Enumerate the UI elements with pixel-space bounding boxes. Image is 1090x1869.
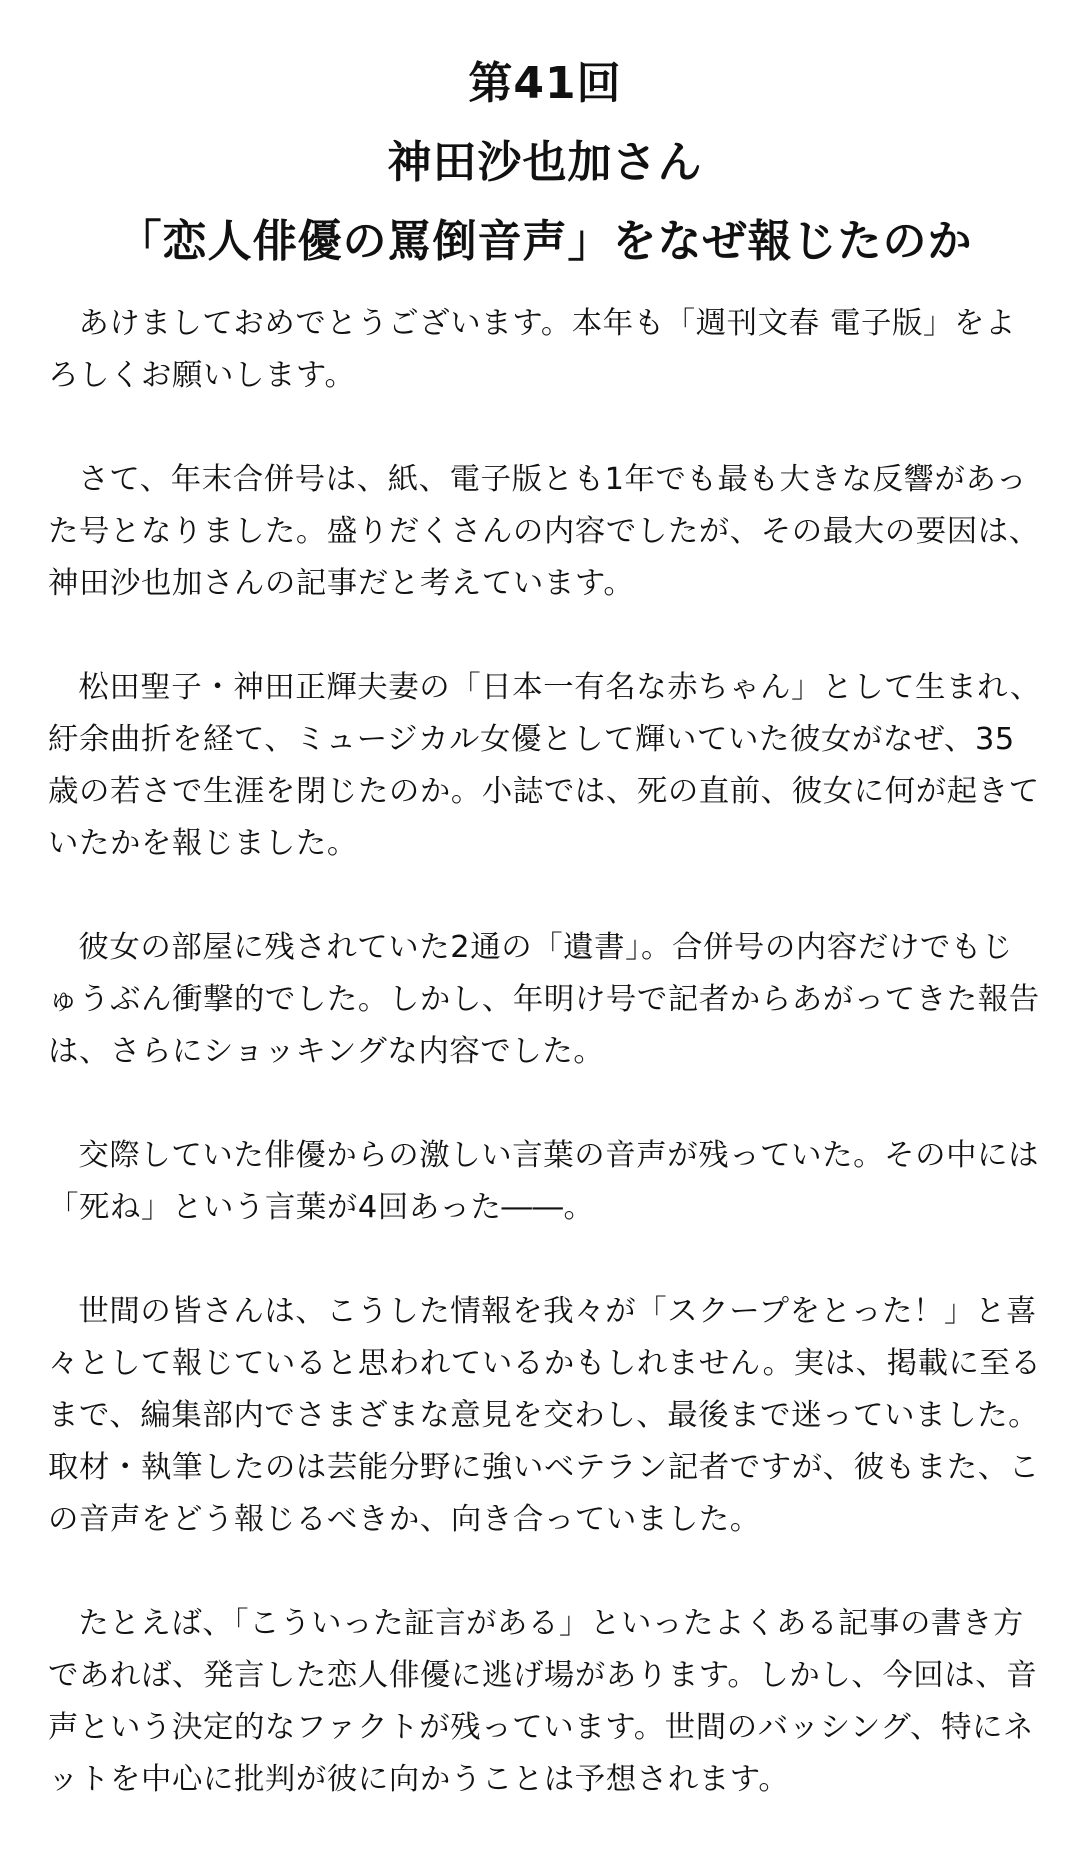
title-episode-number: 第41回 (468, 58, 622, 109)
paragraph-decisive-fact: たとえば、「こういった証言がある」といったよくある記事の書き方であれば、発言した恋人俳優に逃げ場があります。しかし、今回は、音声という決定的なファクトが残っています。世間のバッシング、特にネットを中心に批判が彼に向かうことは予想されます。 (48, 1606, 1038, 1797)
paragraph-audio: 交際していた俳優からの激しい言葉の音声が残っていた。その中には「死ね」という言葉が4回あった――。 (48, 1138, 1040, 1225)
paragraph-gap (48, 1078, 1042, 1130)
paragraph-gap (48, 1234, 1042, 1286)
title-subject-name: 神田沙也加さん (387, 137, 703, 188)
paragraph-gap (48, 610, 1042, 662)
title-headline: 「恋人俳優の罵倒音声」をなぜ報じたのか (117, 216, 973, 267)
paragraph-year-end-issue: さて、年末合併号は、紙、電子版とも1年でも最も大きな反響があった号となりました。盛りだくさんの内容でしたが、その最大の要因は、神田沙也加さんの記事だと考えています。 (48, 462, 1040, 601)
paragraph-gap (48, 1546, 1042, 1598)
article-body (48, 298, 1042, 1806)
paragraph-gap (48, 402, 1042, 454)
paragraph-greeting: あけましておめでとうございます。本年も「週刊文春 電子版」をよろしくお願いします。 (48, 306, 1016, 393)
article-title (0, 44, 1090, 281)
paragraph-background: 松田聖子・神田正輝夫妻の「日本一有名な赤ちゃん」として生まれ、紆余曲折を経て、ミュージカル女優として輝いていた彼女がなぜ、35歳の若さで生涯を閉じたのか。小誌では、死の直前、彼女に何が起きていたかを報じました。 (48, 670, 1041, 861)
paragraph-letters: 彼女の部屋に残されていた2通の「遺書」。合併号の内容だけでもじゅうぶん衝撃的でした。しかし、年明け号で記者からあがってきた報告は、さらにショッキングな内容でした。 (48, 930, 1040, 1069)
paragraph-gap (48, 870, 1042, 922)
paragraph-editorial-deliberation: 世間の皆さんは、こうした情報を我々が「スクープをとった！」と喜々として報じていると思われているかもしれません。実は、掲載に至るまで、編集部内でさまざまな意見を交わし、最後まで迷っていました。取材・執筆したのは芸能分野に強いベテラン記者ですが、彼もまた、この音声をどう報じるべきか、向き合っていました。 (48, 1294, 1042, 1537)
